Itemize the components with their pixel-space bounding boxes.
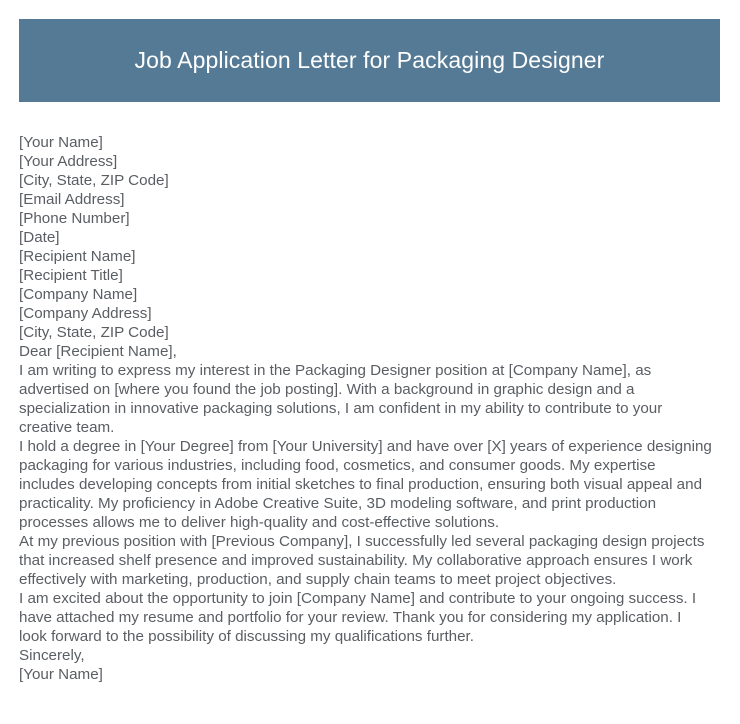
salutation: Dear [Recipient Name], [19, 343, 177, 360]
sender-email: [Email Address] [19, 191, 125, 208]
letter-date: [Date] [19, 229, 60, 246]
sender-phone: [Phone Number] [19, 210, 130, 227]
sender-address: [Your Address] [19, 153, 118, 170]
body-paragraph-3: At my previous position with [Previous Company], I successfully led several packaging design projects that increased shelf presence and improved sustainability. My collaborative approach ensures I work effectively with marketing, production, and supply chain teams to meet project objectives. [19, 533, 705, 588]
page-title: Job Application Letter for Packaging Designer [134, 46, 605, 73]
sender-name: [Your Name] [19, 134, 103, 151]
recipient-company-address: [Company Address] [19, 305, 152, 322]
recipient-title: [Recipient Title] [19, 267, 123, 284]
recipient-company-name: [Company Name] [19, 286, 138, 303]
closing-salutation: Sincerely, [19, 647, 85, 664]
body-paragraph-4: I am excited about the opportunity to join [Company Name] and contribute to your ongoing success. I have attached my resume and portfolio for your review. Thank you for considering my application. I look forward to the possibility of discussing my qualifications further. [19, 590, 697, 645]
body-paragraph-1: I am writing to express my interest in the Packaging Designer position at [Company Name], as advertised on [where you found the job posting]. With a background in graphic design and a specialization in innovative packaging solutions, I am confident in my ability to contribute to your creative team. [19, 362, 663, 436]
document-header-banner [19, 19, 720, 102]
sender-city-state-zip: [City, State, ZIP Code] [19, 172, 169, 189]
recipient-city-state-zip: [City, State, ZIP Code] [19, 324, 169, 341]
signature-name: [Your Name] [19, 666, 103, 683]
recipient-name: [Recipient Name] [19, 248, 136, 265]
body-paragraph-2: I hold a degree in [Your Degree] from [Your University] and have over [X] years of experience designing packaging for various industries, including food, cosmetics, and consumer goods. My expertise includes developing concepts from initial sketches to final production, ensuring both visual appeal and practicality. My proficiency in Adobe Creative Suite, 3D modeling software, and print production processes allows me to deliver high-quality and cost-effective solutions. [19, 438, 712, 531]
letter-content [19, 133, 713, 684]
